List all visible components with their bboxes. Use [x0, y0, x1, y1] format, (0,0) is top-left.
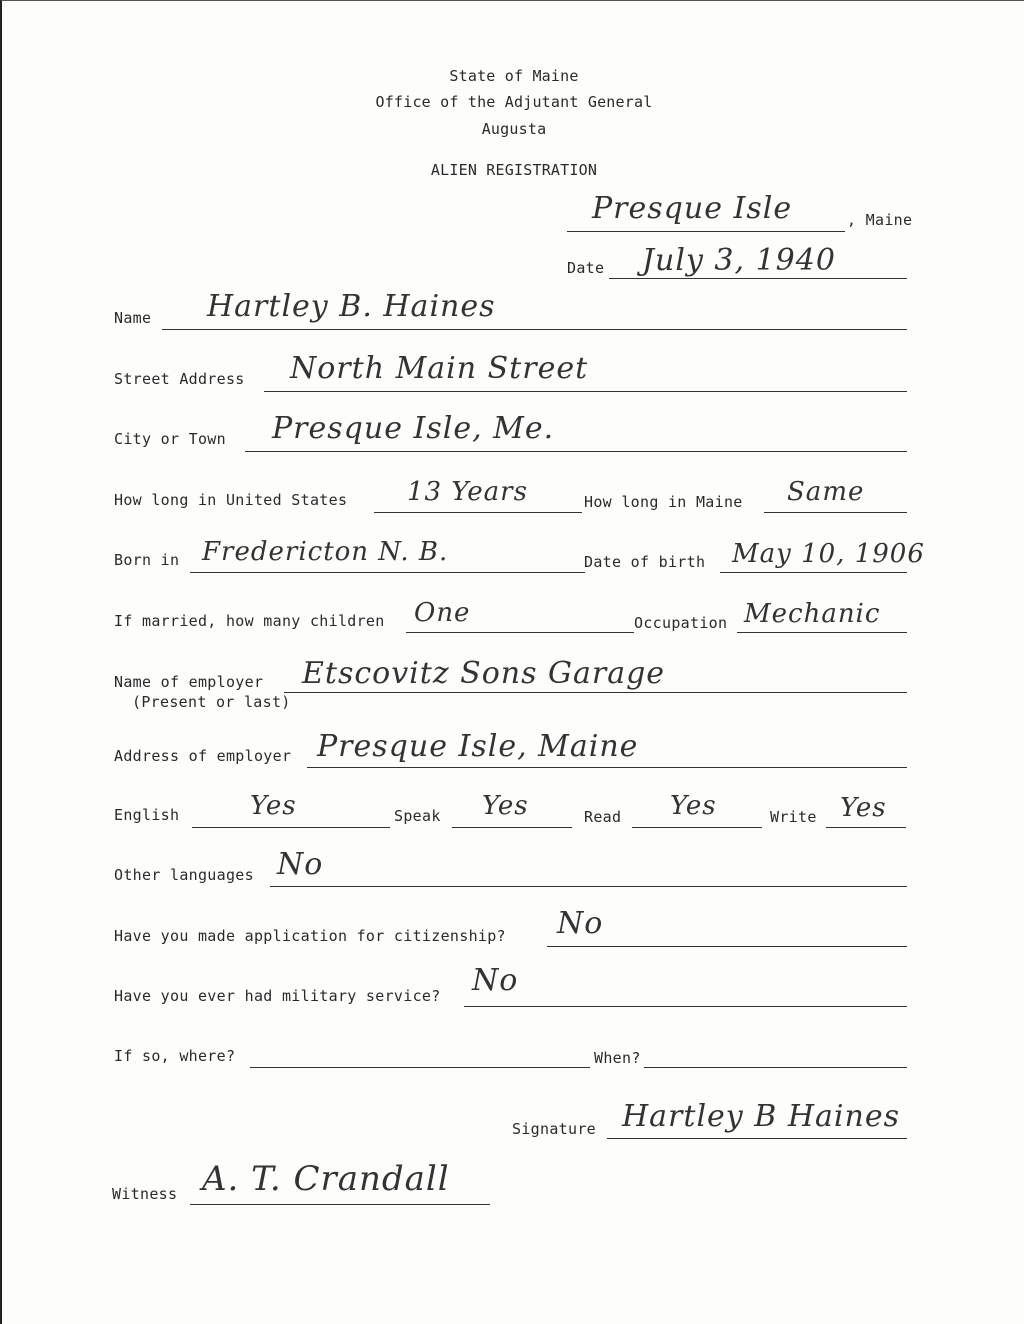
street-line: [264, 391, 907, 392]
street-label: Street Address: [114, 370, 245, 388]
date-line: [609, 278, 907, 279]
signature-value: Hartley B Haines: [622, 1099, 900, 1134]
read-line: [632, 827, 762, 828]
place-line: [567, 231, 845, 232]
where-line: [250, 1067, 590, 1068]
write-line: [826, 827, 906, 828]
when-label: When?: [594, 1049, 641, 1067]
speak-label: Speak: [394, 807, 441, 825]
read-value: Yes: [670, 791, 717, 821]
place-suffix: , Maine: [847, 211, 913, 229]
occupation-line: [737, 632, 907, 633]
write-label: Write: [770, 808, 817, 826]
english-value: Yes: [250, 791, 297, 821]
us-duration-label: How long in United States: [114, 491, 348, 509]
maine-duration-label: How long in Maine: [584, 493, 743, 511]
citizenship-line: [547, 946, 907, 947]
date-value: July 3, 1940: [642, 243, 836, 278]
signature-line: [607, 1138, 907, 1139]
english-label: English: [114, 806, 180, 824]
maine-duration-line: [764, 512, 907, 513]
occupation-label: Occupation: [634, 614, 728, 632]
employer-address-line: [307, 767, 907, 768]
name-value: Hartley B. Haines: [207, 289, 496, 324]
speak-line: [452, 827, 572, 828]
employer-line: [284, 692, 907, 693]
children-line: [406, 632, 634, 633]
employer-address-value: Presque Isle, Maine: [317, 729, 639, 764]
read-label: Read: [584, 808, 622, 826]
name-line: [162, 329, 907, 330]
employer-sublabel: (Present or last): [132, 693, 291, 711]
header-city: Augusta: [481, 120, 547, 138]
us-duration-line: [374, 512, 582, 513]
born-in-label: Born in: [114, 551, 180, 569]
witness-label: Witness: [112, 1185, 178, 1203]
dob-line: [720, 572, 907, 573]
form-title: ALIEN REGISTRATION: [430, 161, 598, 179]
city-label: City or Town: [114, 430, 226, 448]
speak-value: Yes: [482, 791, 529, 821]
born-in-value: Fredericton N. B.: [202, 537, 449, 567]
employer-address-label: Address of employer: [114, 747, 292, 765]
dob-value: May 10, 1906: [732, 539, 925, 569]
occupation-value: Mechanic: [744, 599, 881, 629]
city-line: [245, 451, 907, 452]
employer-label: Name of employer: [114, 673, 264, 691]
us-duration-value: 13 Years: [407, 477, 528, 507]
citizenship-label: Have you made application for citizenship?: [114, 927, 506, 945]
witness-line: [190, 1204, 490, 1205]
military-label: Have you ever had military service?: [114, 987, 441, 1005]
write-value: Yes: [840, 793, 887, 823]
street-value: North Main Street: [290, 351, 589, 386]
children-label: If married, how many children: [114, 612, 385, 630]
english-line: [192, 827, 390, 828]
dob-label: Date of birth: [584, 553, 706, 571]
born-in-line: [190, 572, 585, 573]
when-line: [644, 1067, 907, 1068]
header-state: State of Maine: [449, 67, 579, 85]
military-line: [464, 1006, 907, 1007]
other-languages-line: [270, 886, 907, 887]
witness-value: A. T. Crandall: [202, 1159, 450, 1199]
name-label: Name: [114, 309, 152, 327]
where-label: If so, where?: [114, 1047, 236, 1065]
employer-value: Etscovitz Sons Garage: [302, 656, 666, 691]
place-suffix-text: Maine: [865, 211, 913, 229]
other-languages-value: No: [277, 847, 324, 882]
header-office: Office of the Adjutant General: [375, 93, 653, 111]
place-value: Presque Isle: [592, 191, 793, 226]
signature-label: Signature: [512, 1120, 596, 1138]
military-value: No: [472, 963, 519, 998]
city-value: Presque Isle, Me.: [272, 411, 555, 446]
maine-duration-value: Same: [787, 477, 865, 507]
children-value: One: [414, 598, 471, 628]
date-label: Date: [567, 259, 605, 277]
citizenship-value: No: [557, 906, 604, 941]
other-languages-label: Other languages: [114, 866, 254, 884]
